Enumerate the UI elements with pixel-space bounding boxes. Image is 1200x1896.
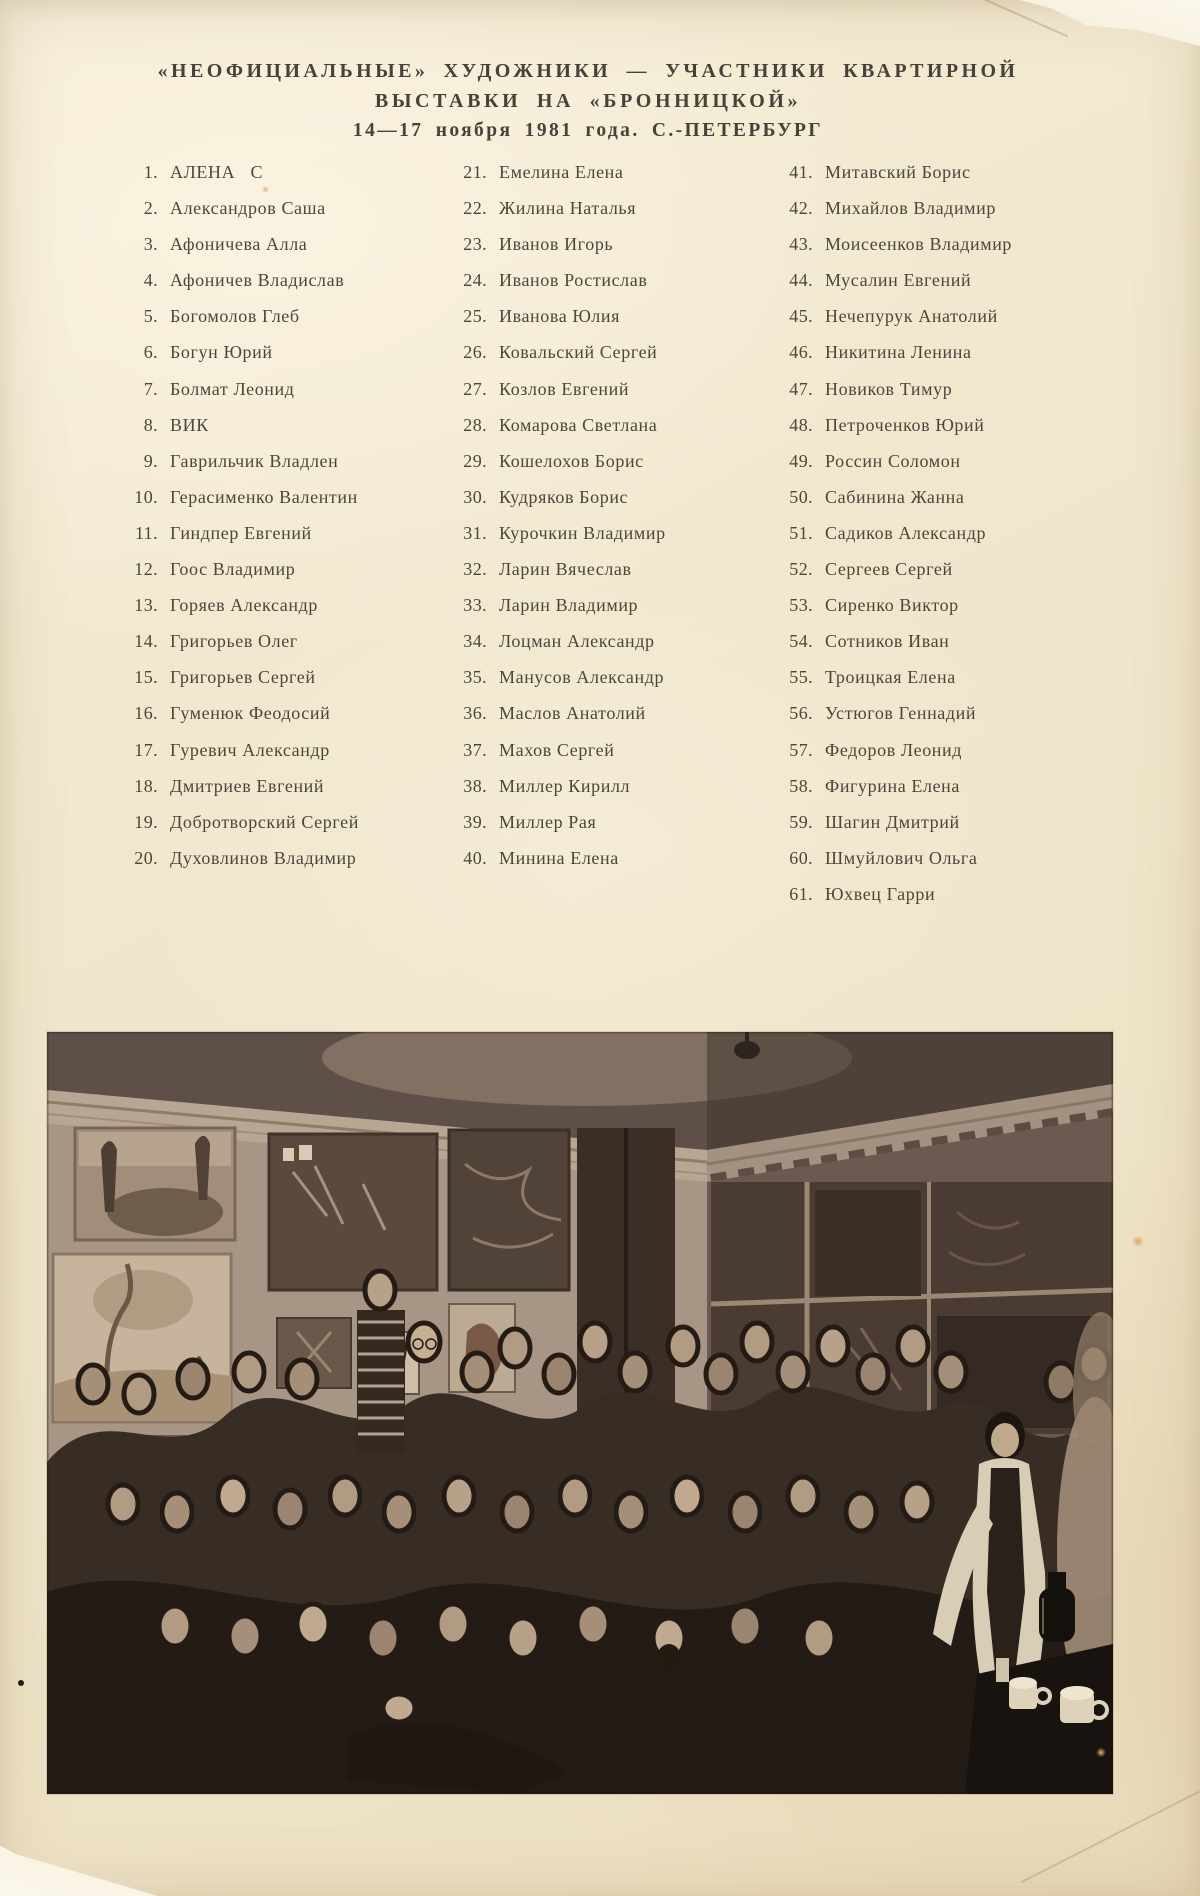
list-item-name: Митавский Борис	[825, 162, 971, 182]
title-line-3: 14—17 ноября 1981 года. С.-ПЕТЕРБУРГ	[352, 120, 824, 141]
list-item	[767, 557, 1012, 593]
paper-stain	[262, 186, 269, 193]
list-item	[441, 196, 666, 232]
list-item	[112, 340, 359, 376]
list-item	[112, 304, 359, 340]
list-item-number: 22.	[463, 198, 487, 219]
list-item-name: Устюгов Геннадий	[825, 703, 977, 724]
list-item	[112, 701, 359, 737]
list-item-number: 50.	[789, 486, 813, 507]
title-line-2: ВЫСТАВКИ НА «БРОННИЦКОЙ»	[374, 90, 802, 112]
list-item	[441, 377, 666, 413]
list-item	[441, 665, 666, 701]
list-item-number: 44.	[789, 270, 813, 291]
list-item	[767, 377, 1012, 413]
list-item-name: Ковальский Сергей	[499, 342, 658, 363]
list-item-number: 29.	[463, 450, 487, 471]
list-item-number: 57.	[789, 739, 813, 760]
list-item-number: 3.	[143, 234, 158, 255]
list-item-number: 31.	[463, 522, 487, 543]
list-item	[112, 629, 359, 665]
list-item-name: Шмуйлович Ольга	[825, 847, 978, 868]
list-item-number: 54.	[789, 631, 813, 652]
list-item-number: 58.	[789, 775, 813, 796]
list-item-number: 53.	[789, 595, 813, 616]
list-item-number: 35.	[463, 667, 487, 688]
list-item-name: Маслов Анатолий	[499, 703, 646, 724]
list-item-name: Троицкая Елена	[825, 667, 956, 688]
list-item-name: Фигурина Елена	[825, 775, 960, 796]
list-item	[441, 304, 666, 340]
list-item-number: 21.	[463, 162, 487, 182]
list-item	[112, 449, 359, 485]
list-item-number: 36.	[463, 703, 487, 724]
list-item-name: Иванов Ростислав	[499, 270, 648, 291]
list-item	[112, 557, 359, 593]
list-item	[112, 232, 359, 268]
list-item-number: 9.	[143, 450, 158, 471]
list-item-number: 26.	[463, 342, 487, 363]
list-item	[767, 665, 1012, 701]
list-item	[767, 160, 1012, 196]
list-item-number: 60.	[789, 847, 813, 868]
list-item-name: Александров Саша	[170, 198, 326, 219]
list-item-name: АЛЕНА С	[170, 162, 264, 182]
list-item-name: Россин Соломон	[825, 450, 961, 471]
list-item-name: Гуменюк Феодосий	[170, 703, 331, 724]
list-item	[112, 160, 359, 196]
list-item	[767, 304, 1012, 340]
list-item-number: 47.	[789, 378, 813, 399]
list-item-number: 28.	[463, 414, 487, 435]
list-item-number: 10.	[134, 486, 158, 507]
list-item-name: Козлов Евгений	[499, 378, 630, 399]
list-item	[441, 521, 666, 557]
list-item	[767, 629, 1012, 665]
list-item-number: 13.	[134, 595, 158, 616]
participants-column-2	[441, 160, 666, 882]
list-item-name: Садиков Александр	[825, 522, 987, 543]
list-item-name: Курочкин Владимир	[499, 522, 666, 543]
list-item	[441, 701, 666, 737]
list-item	[112, 846, 359, 882]
list-item-number: 33.	[463, 595, 487, 616]
list-item-number: 41.	[789, 162, 813, 182]
list-item	[441, 449, 666, 485]
list-item-name: Ларин Владимир	[499, 595, 639, 616]
list-item-name: Комарова Светлана	[499, 414, 658, 435]
list-item-number: 20.	[134, 847, 158, 868]
list-item-name: Сабинина Жанна	[825, 486, 965, 507]
list-item-name: Гуревич Александр	[170, 739, 330, 760]
list-item-number: 24.	[463, 270, 487, 291]
list-item-name: Ларин Вячеслав	[499, 559, 632, 580]
list-item-name: Петроченков Юрий	[825, 414, 985, 435]
list-item	[767, 232, 1012, 268]
list-item-number: 55.	[789, 667, 813, 688]
list-item-name: Иванова Юлия	[499, 306, 620, 327]
list-item	[767, 810, 1012, 846]
list-item-name: Лоцман Александр	[499, 631, 655, 652]
list-item-number: 2.	[143, 198, 158, 219]
list-item	[441, 593, 666, 629]
list-item-number: 15.	[134, 667, 158, 688]
list-item	[767, 593, 1012, 629]
list-item-name: Иванов Игорь	[499, 234, 614, 255]
list-item-name: Моисеенков Владимир	[825, 234, 1013, 255]
list-item-name: Духовлинов Владимир	[170, 847, 357, 868]
list-item	[112, 196, 359, 232]
list-item-name: Добротворский Сергей	[170, 811, 359, 832]
list-item-name: Мусалин Евгений	[825, 270, 972, 291]
list-item-name: Горяев Александр	[170, 595, 318, 616]
list-item-number: 52.	[789, 559, 813, 580]
list-item-number: 32.	[463, 559, 487, 580]
list-item	[767, 738, 1012, 774]
list-item	[112, 810, 359, 846]
list-item-name: Герасименко Валентин	[170, 486, 358, 507]
list-item	[767, 485, 1012, 521]
list-item	[767, 449, 1012, 485]
list-item-number: 61.	[789, 883, 813, 904]
list-item-number: 59.	[789, 811, 813, 832]
list-item	[112, 521, 359, 557]
list-item-name: Никитина Ленина	[825, 342, 972, 363]
list-item-number: 48.	[789, 414, 813, 435]
exhibition-photo	[47, 1032, 1113, 1794]
list-item-number: 11.	[134, 522, 158, 543]
list-item	[112, 377, 359, 413]
list-item	[441, 160, 666, 196]
list-item-number: 8.	[143, 414, 158, 435]
list-item-name: Сотников Иван	[825, 631, 950, 652]
list-item-number: 7.	[143, 378, 158, 399]
list-item-number: 42.	[789, 198, 813, 219]
list-item	[112, 413, 359, 449]
list-item-name: Миллер Кирилл	[499, 775, 631, 796]
list-item	[767, 701, 1012, 737]
list-item-name: Михайлов Владимир	[825, 198, 996, 219]
paper-crease-bottom-right	[1020, 1791, 1199, 1884]
list-item	[767, 413, 1012, 449]
list-item	[112, 738, 359, 774]
list-item-name: Богун Юрий	[170, 342, 273, 363]
list-item-name: Сиренко Виктор	[825, 595, 959, 616]
list-item-name: Сергеев Сергей	[825, 559, 953, 580]
list-item-number: 5.	[143, 306, 158, 327]
list-item-number: 17.	[134, 739, 158, 760]
list-item-name: Махов Сергей	[499, 739, 615, 760]
list-item	[767, 846, 1012, 882]
list-item	[441, 629, 666, 665]
list-item-name: Гаврильчик Владлен	[170, 450, 339, 471]
list-item	[767, 774, 1012, 810]
list-item-number: 45.	[789, 306, 813, 327]
list-item-number: 23.	[463, 234, 487, 255]
list-item	[441, 774, 666, 810]
paper-stain	[1096, 1748, 1106, 1757]
list-item-number: 25.	[463, 306, 487, 327]
list-item	[767, 340, 1012, 376]
list-item	[112, 665, 359, 701]
list-item-name: Емелина Елена	[499, 162, 624, 182]
list-item	[441, 232, 666, 268]
list-item	[767, 882, 1012, 918]
list-item-name: Нечепурук Анатолий	[825, 306, 998, 327]
list-item-number: 14.	[134, 631, 158, 652]
list-item	[441, 557, 666, 593]
list-item-number: 37.	[463, 739, 487, 760]
list-item	[112, 268, 359, 304]
list-item-name: Афоничев Владислав	[170, 270, 345, 291]
list-item-number: 19.	[134, 811, 158, 832]
list-item-name: Новиков Тимур	[825, 378, 953, 399]
page-title	[0, 56, 1176, 146]
list-item-name: Дмитриев Евгений	[170, 775, 325, 796]
list-item	[441, 340, 666, 376]
list-item	[112, 485, 359, 521]
list-item-number: 38.	[463, 775, 487, 796]
list-item-name: Болмат Леонид	[170, 378, 295, 399]
list-item-number: 49.	[789, 450, 813, 471]
list-item	[441, 413, 666, 449]
list-item-name: ВИК	[170, 414, 209, 435]
list-item-name: Миллер Рая	[499, 811, 597, 832]
list-item-name: Шагин Дмитрий	[825, 811, 960, 832]
list-item-name: Жилина Наталья	[499, 198, 637, 219]
list-item	[767, 268, 1012, 304]
participants-column-3	[767, 160, 1012, 918]
list-item-number: 18.	[134, 775, 158, 796]
list-item	[441, 810, 666, 846]
list-item-number: 43.	[789, 234, 813, 255]
list-item-number: 39.	[463, 811, 487, 832]
list-item-number: 1.	[143, 162, 158, 182]
list-item	[112, 593, 359, 629]
list-item-name: Гиндпер Евгений	[170, 522, 312, 543]
title-line-1: «НЕОФИЦИАЛЬНЫЕ» ХУДОЖНИКИ — УЧАСТНИКИ КВАРТИРНОЙ	[157, 60, 1019, 82]
list-item	[767, 521, 1012, 557]
paper-stain	[1132, 1236, 1144, 1247]
list-item-name: Гоос Владимир	[170, 559, 296, 580]
list-item-number: 56.	[789, 703, 813, 724]
list-item-name: Юхвец Гарри	[825, 883, 936, 904]
list-item	[441, 485, 666, 521]
list-item-name: Григорьев Сергей	[170, 667, 316, 688]
list-item-name: Минина Елена	[499, 847, 619, 868]
list-item-number: 27.	[463, 378, 487, 399]
list-item	[441, 846, 666, 882]
list-item-name: Григорьев Олег	[170, 631, 298, 652]
paper-speck	[18, 1680, 24, 1686]
list-item-number: 51.	[789, 522, 813, 543]
list-item-number: 40.	[463, 847, 487, 868]
list-item-number: 6.	[143, 342, 158, 363]
list-item-number: 46.	[789, 342, 813, 363]
list-item-name: Кудряков Борис	[499, 486, 629, 507]
list-item	[767, 196, 1012, 232]
list-item-number: 30.	[463, 486, 487, 507]
list-item-name: Федоров Леонид	[825, 739, 963, 760]
list-item-number: 4.	[143, 270, 158, 291]
list-item-name: Манусов Александр	[499, 667, 665, 688]
list-item	[112, 774, 359, 810]
list-item-number: 12.	[134, 559, 158, 580]
list-item-name: Кошелохов Борис	[499, 450, 644, 471]
list-item-number: 34.	[463, 631, 487, 652]
list-item	[441, 268, 666, 304]
list-item-number: 16.	[134, 703, 158, 724]
list-item	[441, 738, 666, 774]
participants-column-1	[112, 160, 359, 882]
paper-tear-bottom-left	[0, 1826, 158, 1896]
list-item-name: Афоничева Алла	[170, 234, 308, 255]
list-item-name: Богомолов Глеб	[170, 306, 300, 327]
